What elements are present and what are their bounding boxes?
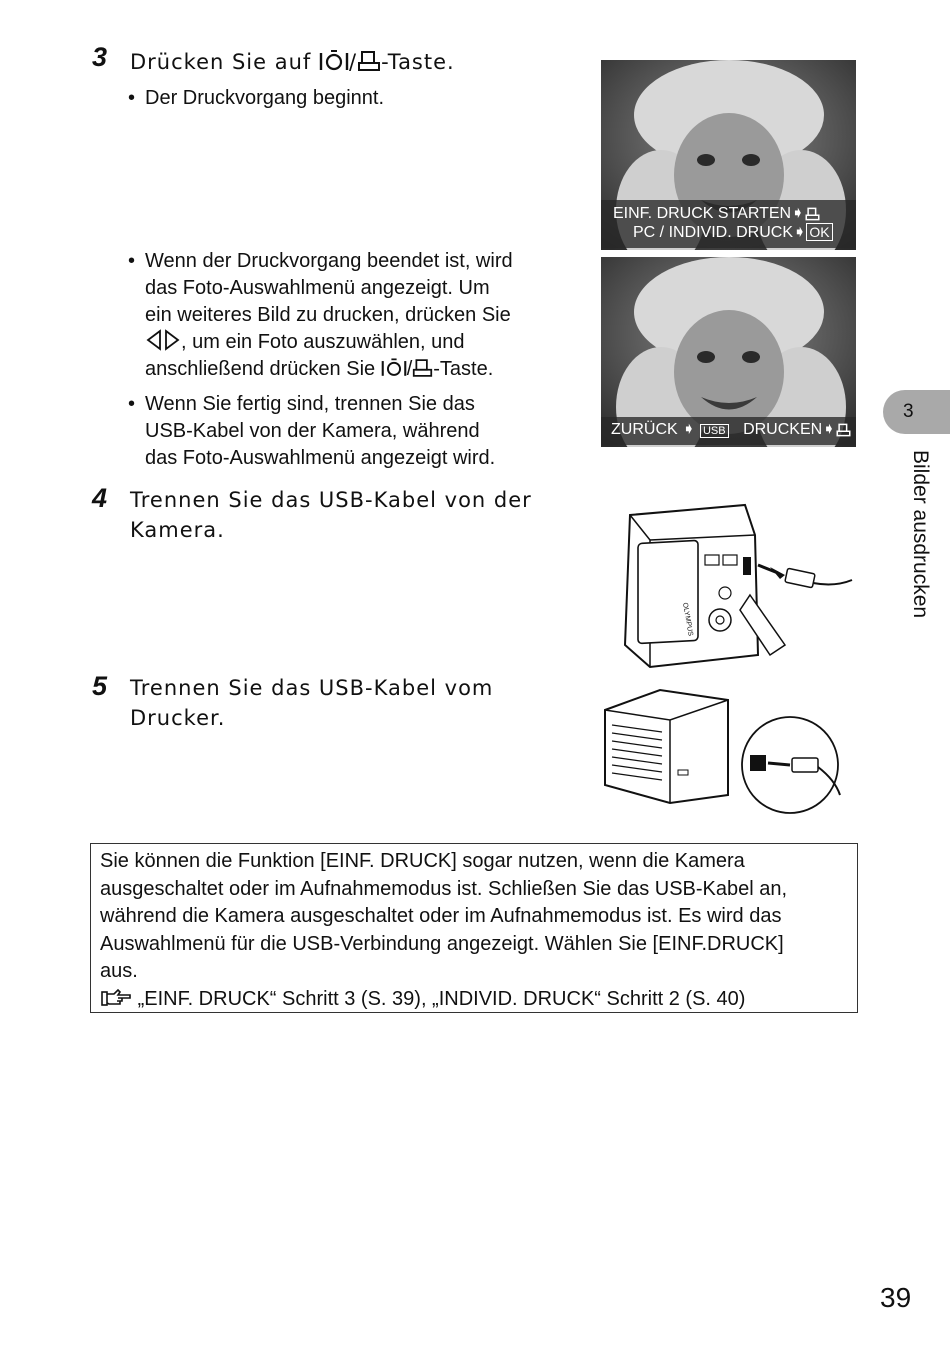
printer-usb-illustration [600,685,855,817]
print-icon [357,50,381,72]
bullet-line: das Foto-Auswahlmenü angezeigt. Um [145,277,490,299]
screen-1-line-1: EINF. DRUCK STARTEN [613,205,792,222]
ok-badge: OK [806,223,832,241]
screen-2-overlay [601,417,856,445]
step-3-number: 3 [92,42,108,72]
note-line: Auswahlmenü für die USB-Verbindung angezeigt. Wählen Sie [EINF.DRUCK] [100,932,784,955]
screen-2-back: ZURÜCK [611,421,678,438]
arrow-icon: ➧ [791,205,805,222]
step-5-title [130,673,570,733]
step-3-bullet-1: • Der Druckvorgang beginnt. [128,87,385,109]
print-icon [805,207,820,221]
arrow-icon: ➧ [822,421,836,438]
step-3-title-pre: Drücken Sie auf [130,50,319,74]
step-4-number: 4 [92,483,108,513]
camera-screen-print-start [601,60,856,250]
camera-usb-illustration [610,495,855,675]
bullet-line: ein weiteres Bild zu drucken, drücken Sie [145,304,511,326]
bullet-line: USB-Kabel von der Kamera, während [145,420,480,442]
chapter-label: Bilder ausdrucken [909,450,932,619]
quickview-icon [319,50,349,72]
arrow-icon: ➧ [793,224,807,241]
camera-brand: OLYMPUS [681,602,694,637]
left-right-arrows-icon [145,329,181,351]
step-5-title-line: Trennen Sie das USB-Kabel vom [130,676,494,700]
step-3-bullet-3: • Wenn Sie fertig sind, trennen Sie das USB-Kabel von der Kamera, während das Foto-Auswahlmenü angezeigt wird. [145,391,555,472]
camera-screen-select-photo [601,257,856,447]
screen-2-print: DRUCKEN [743,421,823,438]
step-3-title-post: -Taste. [381,50,455,74]
screen-1-line-2: PC / INDIVID. DRUCK [633,224,794,241]
note-box [90,843,858,1013]
chapter-tab [883,390,950,434]
quickview-icon [381,358,407,378]
bullet-line: , um ein Foto auszuwählen, und [181,331,465,353]
note-line: ausgeschaltet oder im Aufnahmemodus ist. Schließen Sie das USB-Kabel an, [100,877,788,900]
note-line: aus. [100,960,138,982]
pointing-hand-icon [100,988,132,1008]
step-3-bullet-2: • Wenn der Druckvorgang beendet ist, wird das Foto-Auswahlmenü angezeigt. Um ein weiteres Bild zu drucken, drücken Sie , um ein Foto auszuwählen, und anschließend drücken Sie / -Taste. [145,248,555,383]
note-line: während die Kamera ausgeschaltet oder im Aufnahmemodus ist. Es wird das [100,905,782,927]
page-number: 39 [880,1282,912,1313]
screen-1-overlay [601,200,856,248]
usb-badge: USB [700,424,729,438]
note-reference [100,986,848,1014]
step-5-number: 5 [92,671,108,701]
bullet-line: das Foto-Auswahlmenü angezeigt wird. [145,447,496,469]
step-4-title-line: Kamera. [130,518,225,542]
note-reference-text: „EINF. DRUCK“ Schritt 3 (S. 39), „INDIVID. DRUCK“ Schritt 2 (S. 40) [137,987,746,1010]
step-5-title-line: Drucker. [130,706,226,730]
bullet-text: Der Druckvorgang beginnt. [145,87,385,109]
step-3-title: Drücken Sie auf / -Taste. [130,50,455,74]
chapter-number: 3 [903,401,914,422]
print-icon [412,358,433,378]
step-4-title-line: Trennen Sie das USB-Kabel von der [130,488,532,512]
step-4-title [130,485,570,545]
arrow-icon: ➧ [682,421,696,438]
print-icon [836,423,851,437]
bullet-line: Wenn der Druckvorgang beendet ist, wird [145,250,513,272]
bullet-line: anschließend drücken Sie [145,358,381,380]
bullet-line: Wenn Sie fertig sind, trennen Sie das [145,393,475,415]
note-line: Sie können die Funktion [EINF. DRUCK] sogar nutzen, wenn die Kamera [100,850,745,872]
bullet-line: -Taste. [433,358,494,380]
